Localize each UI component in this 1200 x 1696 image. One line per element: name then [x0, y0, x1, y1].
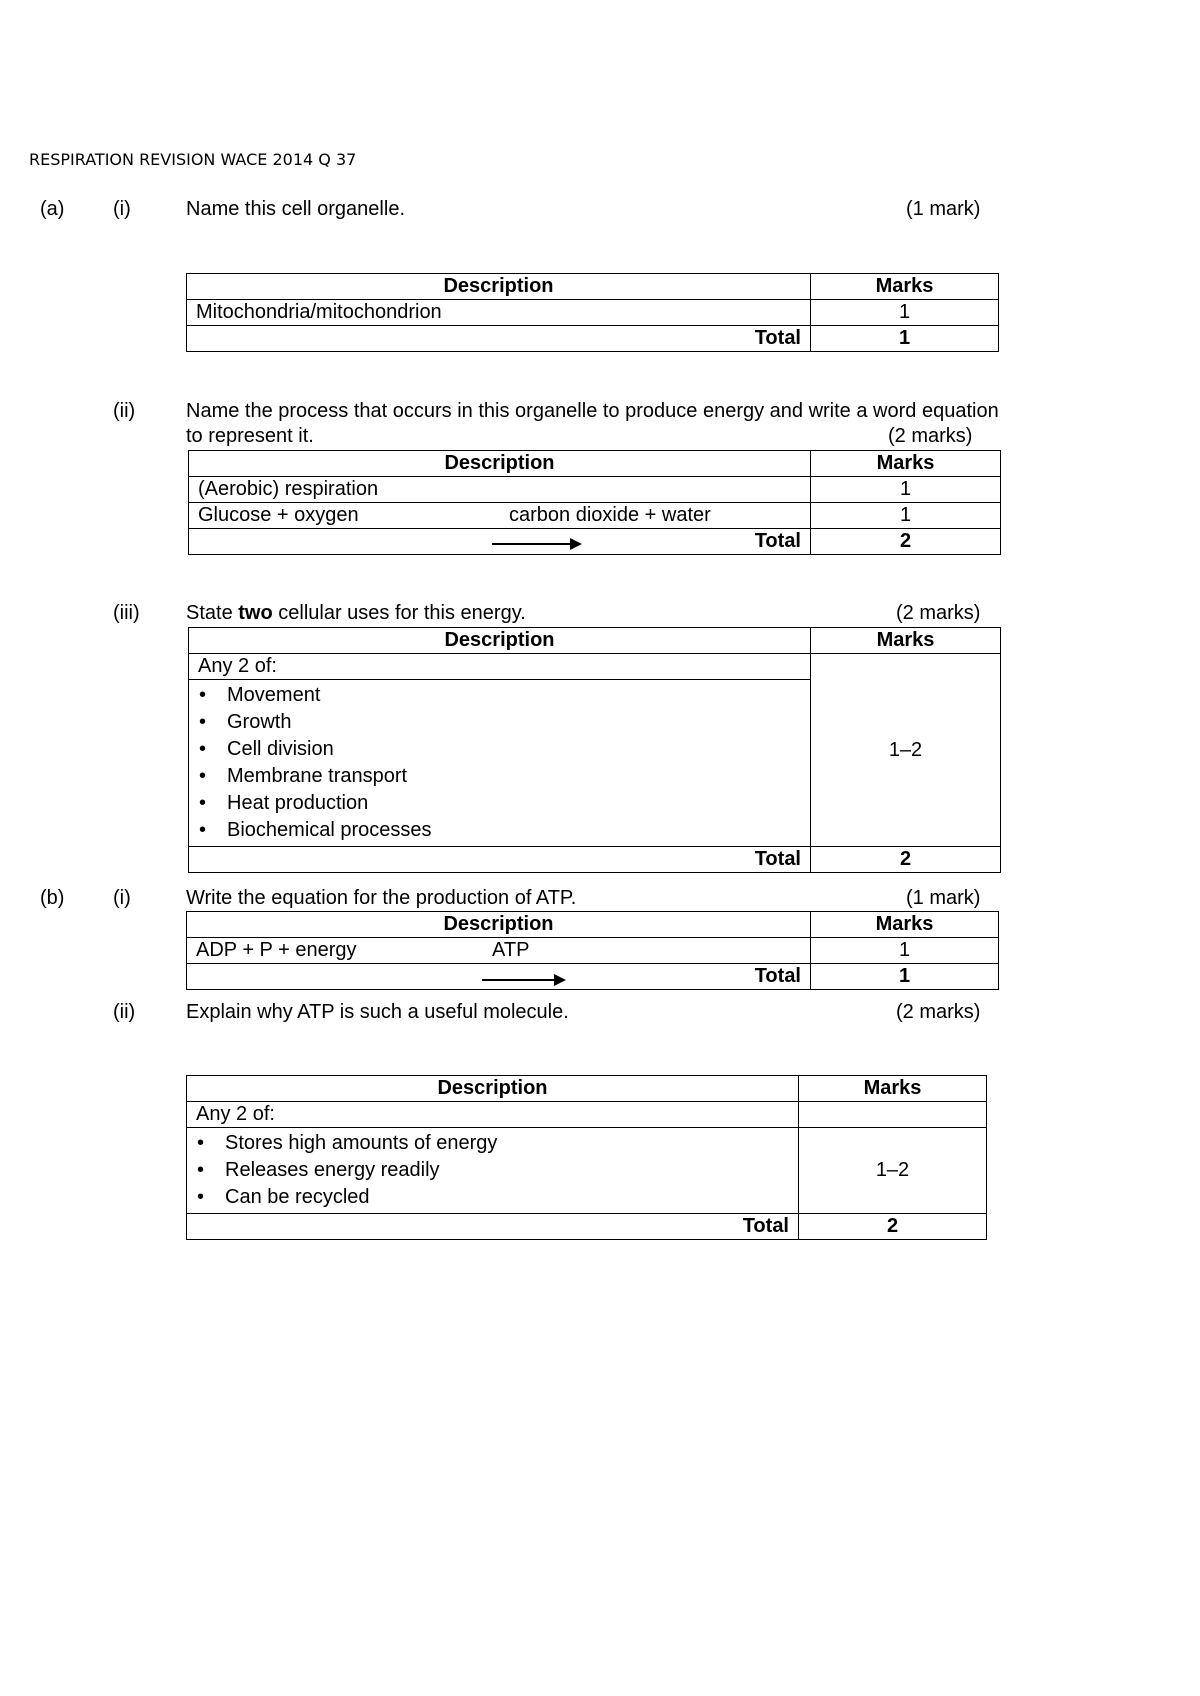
total-value: 1	[811, 964, 999, 990]
total-value: 2	[811, 529, 1001, 555]
question-text: Name this cell organelle.	[186, 198, 405, 220]
marking-table-b-ii	[186, 1075, 987, 1240]
mark-cell: 1	[811, 300, 999, 326]
emphasis: two	[238, 602, 273, 624]
total-label: Total	[189, 529, 811, 555]
mark-cell: 1–2	[811, 654, 1001, 847]
list-item: • Can be recycled	[187, 1184, 798, 1211]
marks-header: Marks	[811, 451, 1001, 477]
list-item: • Releases energy readily	[187, 1157, 798, 1184]
equation-cell	[187, 938, 811, 964]
total-label: Total	[187, 964, 811, 990]
total-label: Total	[187, 1214, 799, 1240]
bullet-list	[187, 1128, 798, 1213]
list-item: • Cell division	[189, 736, 810, 763]
description-header: Description	[189, 628, 811, 654]
empty-mark-cell	[799, 1102, 987, 1128]
answer-cell: (Aerobic) respiration	[189, 477, 811, 503]
equation-cell	[189, 503, 811, 529]
marks-header: Marks	[811, 912, 999, 938]
marks-header: Marks	[811, 628, 1001, 654]
description-header: Description	[187, 1076, 799, 1102]
marks-label: (2 marks)	[888, 425, 973, 447]
mark-cell: 1	[811, 477, 1001, 503]
marking-table-a-i	[186, 273, 999, 352]
total-label: Total	[187, 326, 811, 352]
marks-label: (1 mark)	[906, 887, 981, 909]
list-item: • Biochemical processes	[189, 817, 810, 844]
reaction-arrow	[492, 543, 580, 545]
part-label: (b)	[40, 887, 65, 909]
description-header: Description	[187, 912, 811, 938]
list-item: • Growth	[189, 709, 810, 736]
marking-table-b-i	[186, 911, 999, 990]
sub-label: (ii)	[113, 1001, 136, 1023]
bullet-cell	[187, 1128, 799, 1214]
question-text-line1: Name the process that occurs in this organelle to produce energy and write a word equation	[186, 400, 999, 422]
list-item: • Membrane transport	[189, 763, 810, 790]
mark-cell: 1–2	[799, 1128, 987, 1214]
sub-label: (ii)	[113, 400, 136, 422]
marking-table-a-ii	[188, 450, 1001, 555]
sub-label: (i)	[113, 887, 131, 909]
total-value: 2	[799, 1214, 987, 1240]
marks-header: Marks	[799, 1076, 987, 1102]
description-header: Description	[187, 274, 811, 300]
equation-lhs: Glucose + oxygen	[198, 504, 359, 526]
question-text: Write the equation for the production of ATP.	[186, 887, 577, 909]
sub-label: (iii)	[113, 602, 140, 624]
total-value: 1	[811, 326, 999, 352]
sub-label: (i)	[113, 198, 131, 220]
list-item: • Movement	[189, 682, 810, 709]
marks-header: Marks	[811, 274, 999, 300]
marks-label: (2 marks)	[896, 602, 981, 624]
reaction-arrow	[482, 979, 564, 981]
total-value: 2	[811, 847, 1001, 873]
list-item: • Stores high amounts of energy	[187, 1130, 798, 1157]
mark-cell: 1	[811, 503, 1001, 529]
marks-label: (1 mark)	[906, 198, 981, 220]
bullet-cell	[189, 680, 811, 847]
marks-label: (2 marks)	[896, 1001, 981, 1023]
intro-cell: Any 2 of:	[189, 654, 811, 680]
description-header: Description	[189, 451, 811, 477]
question-text-line2: to represent it.	[186, 425, 314, 447]
part-label: (a)	[40, 198, 65, 220]
document-title: RESPIRATION REVISION WACE 2014 Q 37	[29, 150, 357, 169]
equation-rhs: ATP	[492, 939, 530, 961]
bullet-list	[189, 680, 810, 846]
list-item: • Heat production	[189, 790, 810, 817]
equation-rhs: carbon dioxide + water	[509, 504, 711, 526]
marking-table-a-iii	[188, 627, 1001, 873]
total-label: Total	[189, 847, 811, 873]
intro-cell: Any 2 of:	[187, 1102, 799, 1128]
answer-cell: Mitochondria/mitochondrion	[187, 300, 811, 326]
question-text: Explain why ATP is such a useful molecule.	[186, 1001, 569, 1023]
question-text: State two cellular uses for this energy.	[186, 602, 526, 624]
question-a-ii	[40, 400, 1100, 452]
mark-cell: 1	[811, 938, 999, 964]
equation-lhs: ADP + P + energy	[196, 939, 357, 961]
